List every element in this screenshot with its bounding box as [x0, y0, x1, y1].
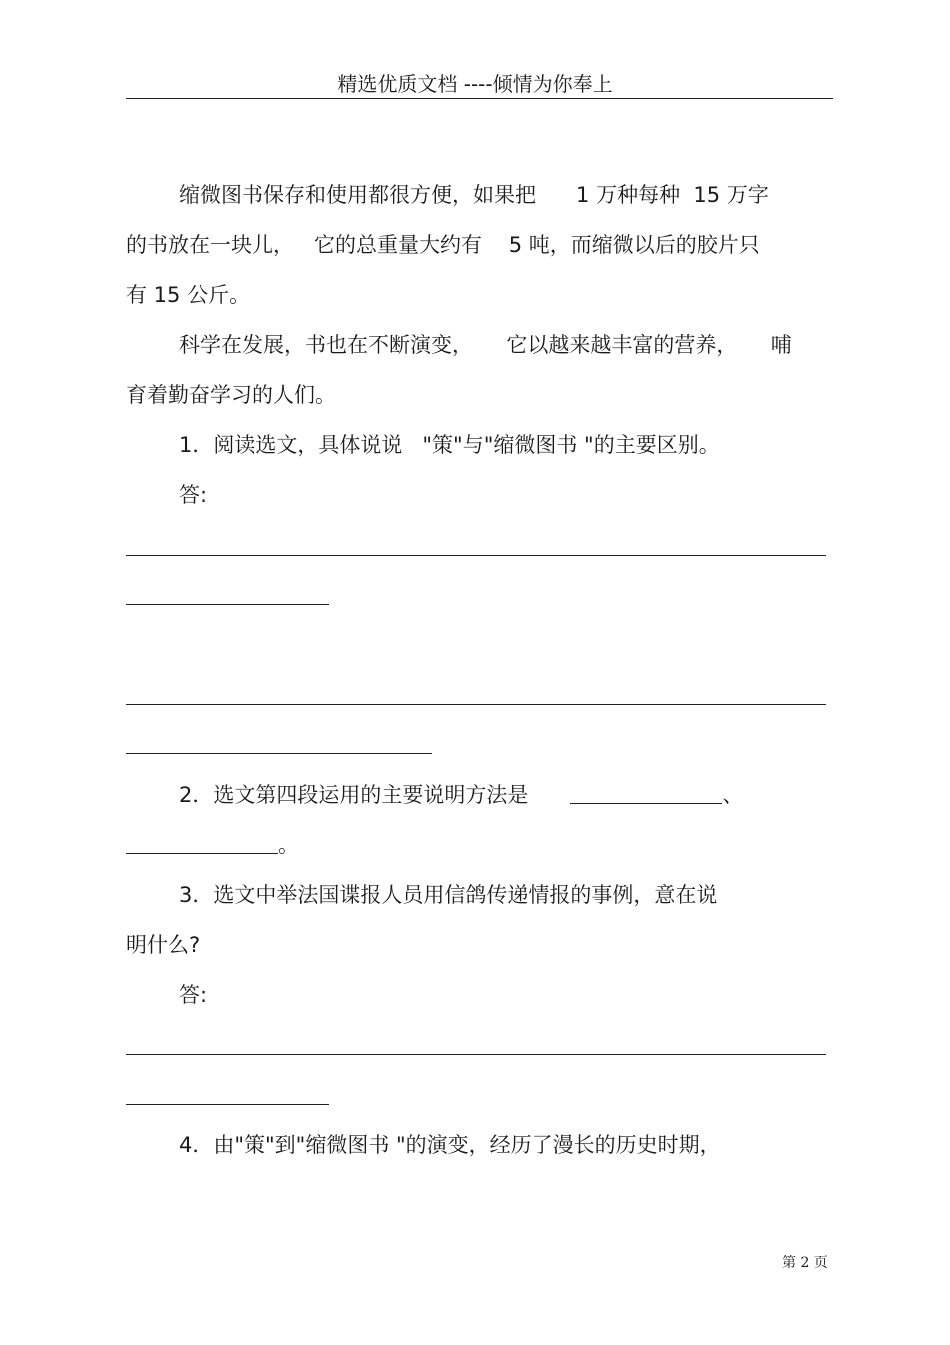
answer-line — [126, 1054, 826, 1055]
paragraph-line: 缩微图书保存和使用都很方便，如果把 1 万种每种 15 万字 — [179, 183, 769, 207]
question-3: 3．选文中举法国谍报人员用信鸽传递情报的事例，意在说 — [179, 883, 718, 907]
paragraph-line: 有 15 公斤。 — [126, 283, 251, 307]
answer-line — [126, 555, 826, 556]
paragraph-line: 科学在发展，书也在不断演变， 它以越来越丰富的营养， 哺 — [179, 333, 792, 357]
question-1: 1．阅读选文，具体说说 "策"与"缩微图书 "的主要区别。 — [179, 433, 720, 457]
question-4: 4．由"策"到"缩微图书 "的演变，经历了漫长的历史时期， — [179, 1133, 721, 1157]
fill-blank — [126, 853, 278, 854]
answer-line — [126, 1104, 329, 1105]
separator: 、 — [722, 783, 744, 807]
header-divider — [126, 98, 833, 99]
answer-label: 答: — [179, 983, 208, 1007]
paragraph-line: 育着勤奋学习的人们。 — [126, 383, 336, 407]
page-number: 第 2 页 — [782, 1255, 828, 1271]
question-2 — [179, 780, 743, 810]
answer-line — [126, 604, 329, 605]
answer-line — [126, 704, 826, 705]
question-3-cont: 明什么? — [126, 933, 201, 957]
page-header: 精选优质文档 ----倾情为你奉上 — [337, 72, 613, 96]
paragraph-line: 的书放在一块儿， 它的总重量大约有 5 吨，而缩微以后的胶片只 — [126, 233, 760, 257]
answer-label: 答: — [179, 483, 208, 507]
fill-blank — [570, 803, 722, 804]
question-2-text: 2．选文第四段运用的主要说明方法是 — [179, 783, 529, 807]
period: 。 — [278, 833, 299, 857]
answer-line — [126, 753, 432, 754]
question-2-cont — [126, 830, 299, 860]
